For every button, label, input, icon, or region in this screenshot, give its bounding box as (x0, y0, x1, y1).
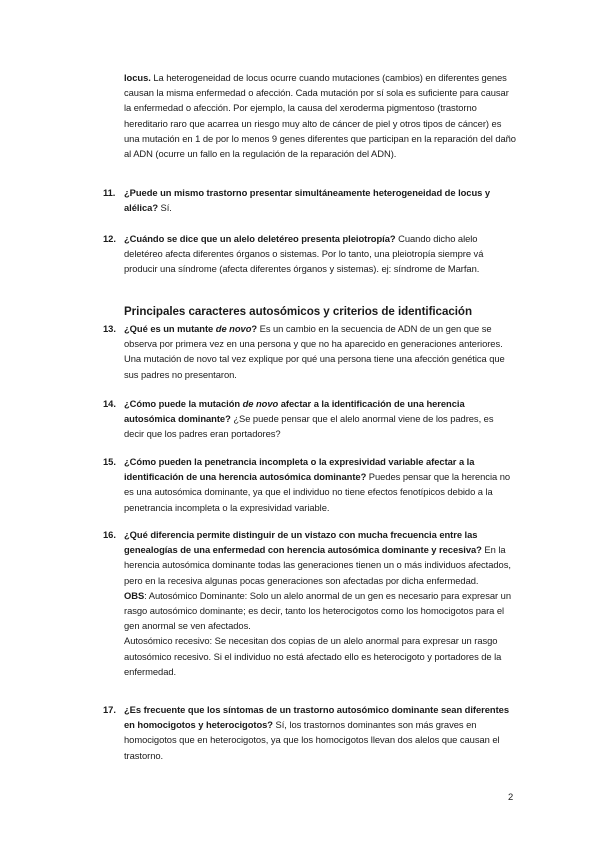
answer-text: Sí, los trastornos dominantes son más graves en homocigotos que en heterocigotos, ya que los homocigotos llevan dos alelos que causan el trastorno. (124, 719, 500, 761)
question-14 (103, 396, 516, 442)
question-text: ¿Cuándo se dice que un alelo deletéreo presenta pleiotropía? (124, 233, 396, 244)
obs-label: OBS (124, 589, 145, 601)
question-number: 12. (103, 233, 116, 244)
answer-text: En la herencia autosómica dominante todas las generaciones tienen un o más individuos afectados, pero en la recesiva algunas pocas generaciones son afectadas por dicha enfermedad. (124, 544, 511, 586)
intro-term: locus. (124, 72, 151, 83)
intro-text: La heterogeneidad de locus ocurre cuando mutaciones (cambios) en diferentes genes causan la misma enfermedad o afección. Cada mutación por sí sola es suficiente para causar la enfermedad o afección. Por ejemplo, la causa del xeroderma pigmentoso (trastorno hereditario raro que acarrea un riesgo muy alto de cáncer de piel y otros tipos de cáncer) es una mutación en 1 de por lo menos 9 genes diferentes que participan en la reparación del daño al ADN (ocurre un fallo en la regulación de la reparación del ADN). (124, 72, 516, 160)
question-text (124, 323, 257, 334)
question-number: 16. (103, 529, 116, 540)
question-number: 17. (103, 704, 116, 715)
question-17 (103, 702, 516, 763)
answer-text: ¿Se puede pensar que el alelo anormal viene de los padres, es decir que los padres eran portadores? (124, 413, 494, 440)
question-italic-term: de novo (242, 398, 279, 409)
question-text: ¿Cómo pueden la penetrancia incompleta o la expresividad variable afectar a la identificación de una herencia autosómica dominante? (124, 456, 475, 483)
question-text: ¿Qué diferencia permite distinguir de un vistazo con mucha frecuencia entre las genealogías de una enfermedad con herencia autosómica dominante y recesiva? (124, 529, 482, 556)
answer-text: Sí. (158, 202, 172, 214)
answer-text: Cuando dicho alelo deletéreo afecta diferentes órganos o sistemas. Por lo tanto, una pleiotropía siempre vá producir una síndrome (afecta diferentes órganos y sistemas). ej: síndrome de Marfan. (124, 233, 484, 275)
section-heading: Principales caracteres autosómicos y criterios de identificación (124, 305, 472, 318)
question-12 (103, 231, 516, 277)
question-text-start: ¿Cómo puede la mutación (124, 398, 243, 409)
question-16 (103, 527, 516, 679)
question-11 (103, 185, 516, 215)
question-number: 13. (103, 323, 116, 334)
question-text: ¿Es frecuente que los síntomas de un trastorno autosómico dominante sean diferentes en homocigotos y heterocigotos? (124, 704, 509, 731)
question-number: 15. (103, 456, 116, 467)
answer-text: Puedes pensar que la herencia no es una autosómica dominante, ya que el individuo no tiene efectos fenotípicos debido a la penetrancia incompleta o la expresividad variable. (124, 471, 511, 513)
question-13 (103, 321, 516, 382)
question-text-start: ¿Qué es un mutante (124, 323, 216, 334)
locus-heterogeneity-paragraph (124, 70, 516, 161)
question-text-end: ? (251, 323, 258, 334)
question-text: ¿Puede un mismo trastorno presentar simultáneamente heterogeneidad de locus y alélica? (124, 187, 491, 214)
obs-text: : Autosómico Dominante: Solo un alelo anormal de un gen es necesario para expresar un rasgo autosómico dominante; es decir, tanto los heterocigotos como los homocigotos para el gen anormal se ven afectados. (124, 589, 511, 632)
question-text-end: afectar a la identificación de una herencia autosómica dominante? (124, 398, 465, 425)
question-number: 11. (103, 187, 116, 198)
page-number: 2 (508, 791, 514, 802)
answer-text: Es un cambio en la secuencia de ADN de un gen que se observa por primera vez en una persona y que no ha aparecido en generaciones anteriores. Una mutación de novo tal vez explique por qué una persona tiene una afección genética que sus padres no presentaron. (124, 323, 505, 380)
recessive-text: Autosómico recesivo: Se necesitan dos copias de un alelo anormal para expresar un rasgo autosómico recesivo. Si el individuo no está afectado ello es heterocigoto y portadores de la enfermedad. (124, 635, 502, 677)
question-number: 14. (103, 398, 116, 409)
question-15 (103, 454, 516, 515)
question-italic-term: de novo (215, 323, 252, 334)
